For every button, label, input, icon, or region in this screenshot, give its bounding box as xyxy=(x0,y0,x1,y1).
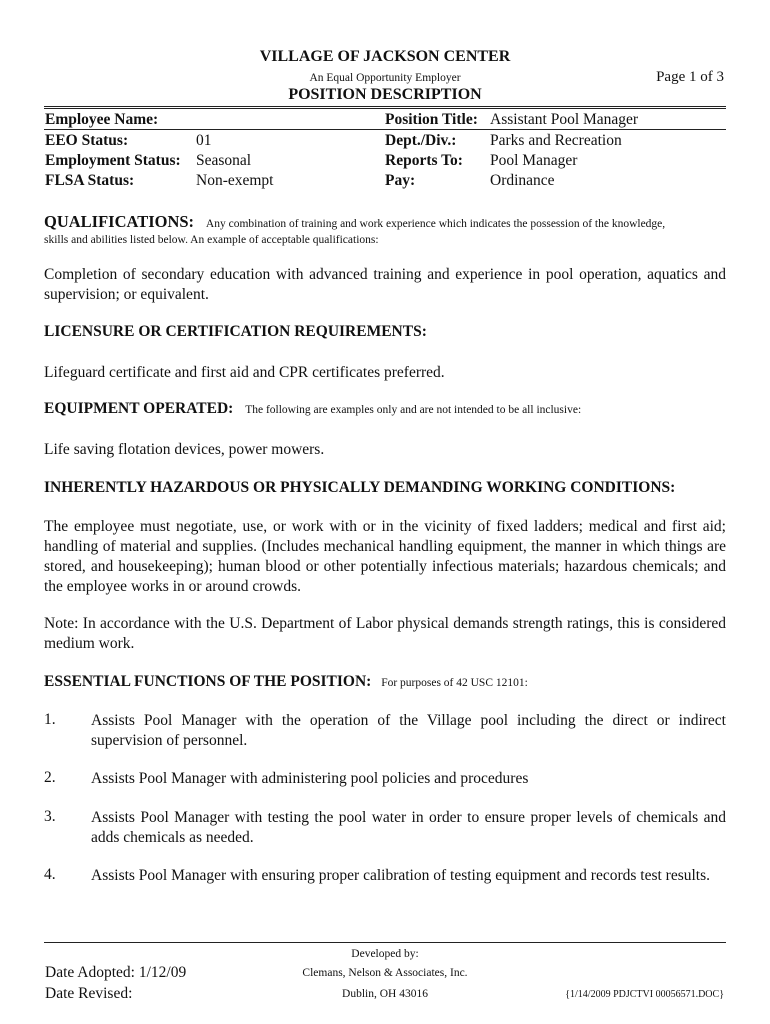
function-item-text: Assists Pool Manager with administering pool policies and procedures xyxy=(91,770,529,787)
qualifications-text: Completion of secondary education with advanced training and experience in pool operation, aquatics and supervision; or equivalent. xyxy=(44,266,726,303)
developed-by-label: Developed by: xyxy=(351,948,419,960)
position-title-value: Assistant Pool Manager xyxy=(490,111,639,128)
function-item-text: Assists Pool Manager with the operation of the Village pool including the direct or indirect supervision of personnel. xyxy=(91,712,726,749)
document-title: POSITION DESCRIPTION xyxy=(288,86,482,103)
function-item-text: Assists Pool Manager with ensuring proper calibration of testing equipment and records test results. xyxy=(91,867,711,884)
qualifications-intro-continued: skills and abilities listed below. An example of acceptable qualifications: xyxy=(44,234,379,246)
footer-rule xyxy=(44,942,726,943)
page-number: Page 1 of 3 xyxy=(656,69,724,85)
dept-div-label: Dept./Div.: xyxy=(385,132,457,149)
qualifications-heading-text: QUALIFICATIONS: xyxy=(44,212,195,231)
function-item-number: 4. xyxy=(44,866,56,883)
eeo-status-label: EEO Status: xyxy=(45,132,129,149)
dept-div-value: Parks and Recreation xyxy=(490,132,622,149)
flsa-status-value: Non-exempt xyxy=(196,172,274,189)
hazardous-text: The employee must negotiate, use, or work with or in the vicinity of fixed ladders; medical and first aid; handling of material and supplies. (Includes mechanical handling equipment, the manner in which things are stored, and housekeeping); human blood or other potentially infectious materials; hazardous chemicals; and the employee works in or around crowds. xyxy=(44,518,726,595)
equal-opportunity-line: An Equal Opportunity Employer xyxy=(309,72,461,84)
employee-name-label: Employee Name: xyxy=(45,111,159,128)
date-revised: Date Revised: xyxy=(45,985,133,1002)
equipment-heading-text: EQUIPMENT OPERATED: xyxy=(44,400,234,417)
pay-label: Pay: xyxy=(385,172,416,189)
employee-name-rule xyxy=(44,129,726,130)
functions-intro: For purposes of 42 USC 12101: xyxy=(381,677,528,689)
employment-status-value: Seasonal xyxy=(196,152,252,169)
equipment-intro: The following are examples only and are not intended to be all inclusive: xyxy=(245,404,582,416)
function-item-number: 2. xyxy=(44,769,56,786)
date-adopted: Date Adopted: 1/12/09 xyxy=(45,964,187,981)
eeo-status-value: 01 xyxy=(196,132,212,149)
hazardous-note: Note: In accordance with the U.S. Department of Labor physical demands strength ratings, this is considered medium work. xyxy=(44,615,726,652)
reports-to-value: Pool Manager xyxy=(490,152,578,169)
equipment-heading xyxy=(44,400,581,418)
position-title-label: Position Title: xyxy=(385,111,478,128)
qualifications-heading xyxy=(44,212,665,232)
functions-heading xyxy=(44,673,528,691)
equipment-text: Life saving flotation devices, power mowers. xyxy=(44,441,325,458)
qualifications-intro: Any combination of training and work experience which indicates the possession of the knowledge, xyxy=(205,218,666,230)
document-id: {1/14/2009 PDJCTVI 00056571.DOC} xyxy=(565,989,724,1000)
licensure-heading: LICENSURE OR CERTIFICATION REQUIREMENTS: xyxy=(44,323,427,340)
flsa-status-label: FLSA Status: xyxy=(45,172,135,189)
pay-value: Ordinance xyxy=(490,172,555,189)
organization-name: VILLAGE OF JACKSON CENTER xyxy=(259,48,511,65)
functions-heading-text: ESSENTIAL FUNCTIONS OF THE POSITION: xyxy=(44,673,372,690)
hazardous-heading: INHERENTLY HAZARDOUS OR PHYSICALLY DEMANDING WORKING CONDITIONS: xyxy=(44,479,676,496)
function-item-number: 3. xyxy=(44,808,56,825)
header-rule xyxy=(44,106,726,109)
function-item-number: 1. xyxy=(44,711,56,728)
employment-status-label: Employment Status: xyxy=(45,152,181,169)
reports-to-label: Reports To: xyxy=(385,152,463,169)
licensure-text: Lifeguard certificate and first aid and CPR certificates preferred. xyxy=(44,364,445,381)
developer-location: Dublin, OH 43016 xyxy=(342,988,428,1000)
function-item-text: Assists Pool Manager with testing the pool water in order to ensure proper levels of chemicals and adds chemicals as needed. xyxy=(91,809,726,846)
developer-name: Clemans, Nelson & Associates, Inc. xyxy=(302,967,468,979)
